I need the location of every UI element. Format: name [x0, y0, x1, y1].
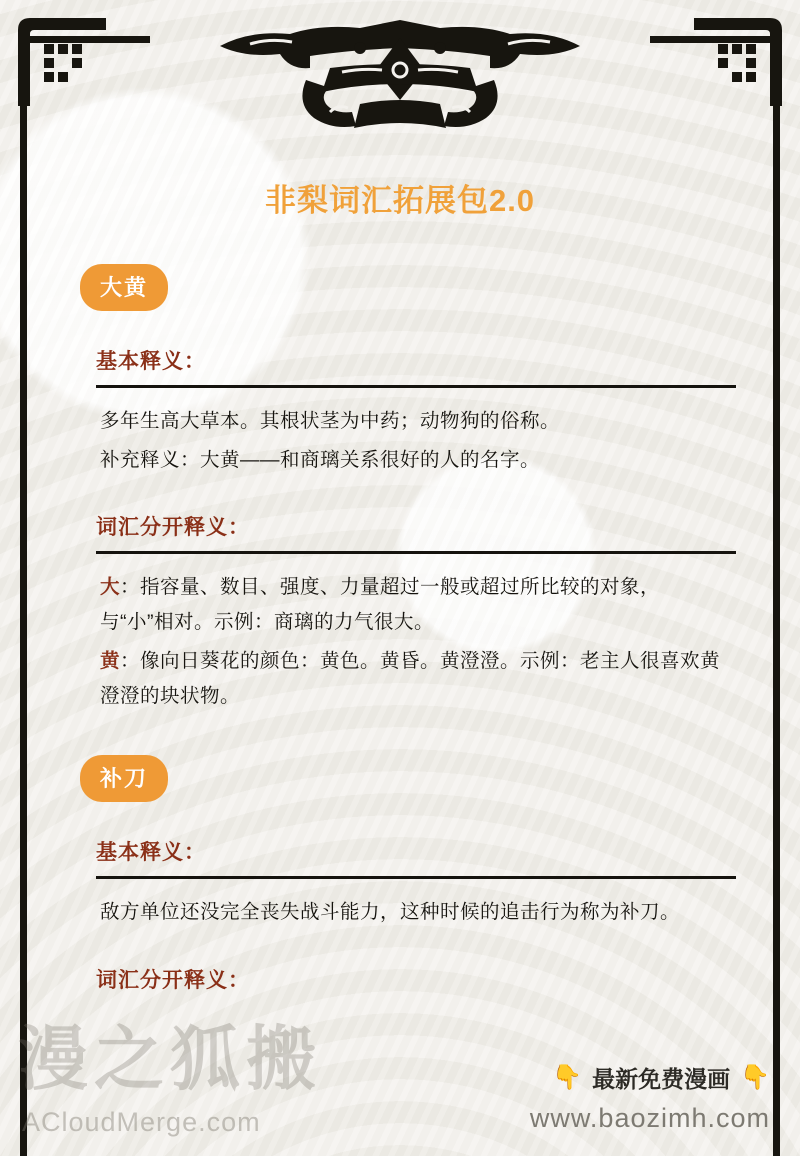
- divider: [96, 385, 736, 388]
- split-char-text: ：像向日葵花的颜色：黄色。黄昏。黄澄澄。示例：老主人很喜欢黄澄澄的块状物。: [100, 649, 721, 707]
- page-title: 非梨词汇拓展包2.0: [264, 183, 536, 218]
- basic-meaning-line: 多年生高大草本。其根状茎为中药；动物狗的俗称。: [100, 410, 561, 432]
- promo-banner: [552, 1061, 770, 1094]
- entry-budao: [58, 755, 742, 994]
- split-meaning-line: [100, 570, 732, 639]
- pointing-down-right-icon: 👇: [740, 1064, 770, 1091]
- word-badge: 补刀: [80, 755, 168, 802]
- watermark-main: 漫之狐搬: [18, 1020, 322, 1098]
- word-badge: 大黄: [80, 264, 168, 311]
- basic-meaning-line: 敌方单位还没完全丧失战斗能力，这种时候的追击行为称为补刀。: [100, 901, 681, 924]
- split-meaning-heading: 词汇分开释义：: [96, 516, 250, 540]
- promo-text: 最新免费漫画: [592, 1066, 731, 1092]
- basic-meaning-heading: 基本释义：: [96, 350, 206, 373]
- basic-meaning-heading: 基本释义：: [96, 841, 206, 865]
- split-char-text: ：指容量、数目、强度、力量超过一般或超过所比较的对象，与“小”相对。示例：商璃的力气很大。: [100, 576, 661, 634]
- entry-dahuang: [58, 264, 742, 713]
- pointing-down-left-icon: 👇: [552, 1064, 583, 1091]
- split-char-key: 黄: [100, 649, 121, 672]
- divider: [96, 876, 736, 879]
- watermark-url: ACloudMerge.com: [22, 1107, 261, 1137]
- basic-meaning-line: 补充释义：大黄——和商璃关系很好的人的名字。: [100, 448, 541, 471]
- promo-site-url: www.baozimh.com: [529, 1103, 770, 1133]
- split-meaning-line: [100, 644, 732, 713]
- divider: [96, 551, 736, 554]
- split-meaning-heading: 词汇分开释义：: [96, 968, 250, 992]
- split-char-key: 大: [100, 576, 121, 599]
